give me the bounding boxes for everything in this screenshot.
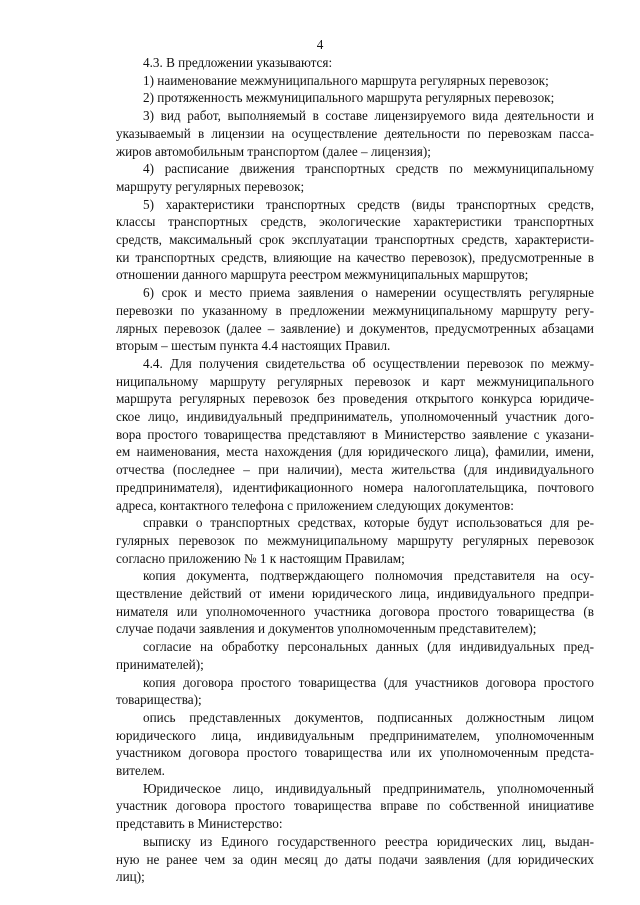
- text-line: копия договора простого товарищества (для участников договора простого: [143, 674, 594, 690]
- text-line: 3) вид работ, выполняемый в составе лицензируемого вида деятельности и: [143, 108, 594, 124]
- text-line: лярных перевозок (далее – заявление) и документов, предусмотренных абзацами: [116, 320, 594, 336]
- text-line: ниципальному маршруту регулярных перевозок и карт межмуниципального: [116, 373, 594, 389]
- text-line: участником договора простого товарищества или их уполномоченным предста-: [116, 745, 594, 761]
- text-line: вора простого товарищества представляют в Министерство заявление с указани-: [116, 426, 594, 442]
- text-line: представить в Министерство:: [116, 816, 283, 832]
- text-line: жиров автомобильным транспортом (далее – лицензия);: [116, 143, 431, 159]
- text-line: вторым – шестым пункта 4.4 настоящих Правил.: [116, 338, 391, 354]
- text-line: маршруту регулярных перевозок;: [116, 178, 305, 194]
- text-line: адреса, контактного телефона с приложением следующих документов:: [116, 497, 514, 513]
- text-line: ную не ранее чем за один месяц до даты подачи заявления (для юридических: [116, 851, 594, 867]
- text-line: принимателей);: [116, 656, 204, 672]
- text-line: согласно приложению № 1 к настоящим Правилам;: [116, 550, 405, 566]
- text-line: гулярных перевозок по межмуниципальному маршруту регулярных перевозок: [116, 532, 594, 548]
- text-line: участник договора простого товарищества вправе по собственной инициативе: [116, 798, 594, 814]
- text-line: лиц);: [116, 869, 145, 885]
- text-line: ществление действий от имени юридического лица, индивидуального предпри-: [116, 586, 594, 601]
- text-line: 6) срок и место приема заявления о намерении осуществлять регулярные: [143, 285, 594, 301]
- page-number: 4: [316, 37, 324, 52]
- text-line: ем наименования, места нахождения (для юридического лица), фамилии, имени,: [116, 444, 594, 460]
- text-line: 5) характеристики транспортных средств (виды транспортных средств,: [143, 196, 594, 212]
- text-line: согласие на обработку персональных данных (для индивидуальных пред-: [143, 639, 594, 655]
- text-line: 4) расписание движения транспортных средств по межмуниципальному: [143, 161, 594, 177]
- text-line: выписку из Единого государственного реестра юридических лиц, выдан-: [143, 833, 594, 849]
- text-line: предпринимателя), идентификационного номера налогоплательщика, почтового: [116, 479, 594, 495]
- text-line: справки о транспортных средствах, которые будут использоваться для ре-: [143, 515, 594, 531]
- text-line: средств, максимальный срок эксплуатации транспортных средств, характеристи-: [116, 232, 594, 247]
- text-line: указываемый в лицензии на осуществление деятельности по перевозкам пасса-: [116, 125, 594, 141]
- text-line: 2) протяженность межмуниципального маршрута регулярных перевозок;: [143, 90, 555, 106]
- text-line: 1) наименование межмуниципального маршрута регулярных перевозок;: [143, 72, 549, 88]
- text-line: маршрута регулярных перевозок без проведения открытого конкурса юридиче-: [116, 391, 594, 407]
- text-line: юридического лица, индивидуальным предпринимателем, уполномоченным: [116, 727, 594, 743]
- text-line: 4.3. В предложении указываются:: [143, 55, 333, 70]
- text-line: копия документа, подтверждающего полномочия представителя на осу-: [143, 568, 594, 584]
- text-line: классы транспортных средств, экологические характеристики транспортных: [116, 214, 594, 230]
- text-line: ское лицо, индивидуальный предприниматель, уполномоченный участник дого-: [116, 409, 594, 424]
- text-line: вителем.: [116, 763, 165, 778]
- text-line: отчества (последнее – при наличии), места жительства (для индивидуального: [116, 462, 594, 478]
- text-line: отношении данного маршрута реестром межмуниципальных маршрутов;: [116, 267, 529, 283]
- text-line: случае подачи заявления и документов уполномоченным представителем);: [116, 621, 537, 637]
- text-line: опись представленных документов, подписанных должностным лицом: [143, 709, 594, 725]
- text-line: 4.4. Для получения свидетельства об осуществлении перевозок по межму-: [143, 355, 594, 371]
- text-line: перевозки по указанному в предложении межмуниципальному маршруту регу-: [116, 302, 594, 318]
- text-line: ки транспортных средств, влияющие на качество перевозок), предусмотренные в: [116, 249, 594, 265]
- text-line: нимателя или уполномоченного участника договора простого товарищества (в: [116, 603, 594, 619]
- text-line: товарищества);: [116, 692, 202, 708]
- text-line: Юридическое лицо, индивидуальный предприниматель, уполномоченный: [143, 780, 594, 796]
